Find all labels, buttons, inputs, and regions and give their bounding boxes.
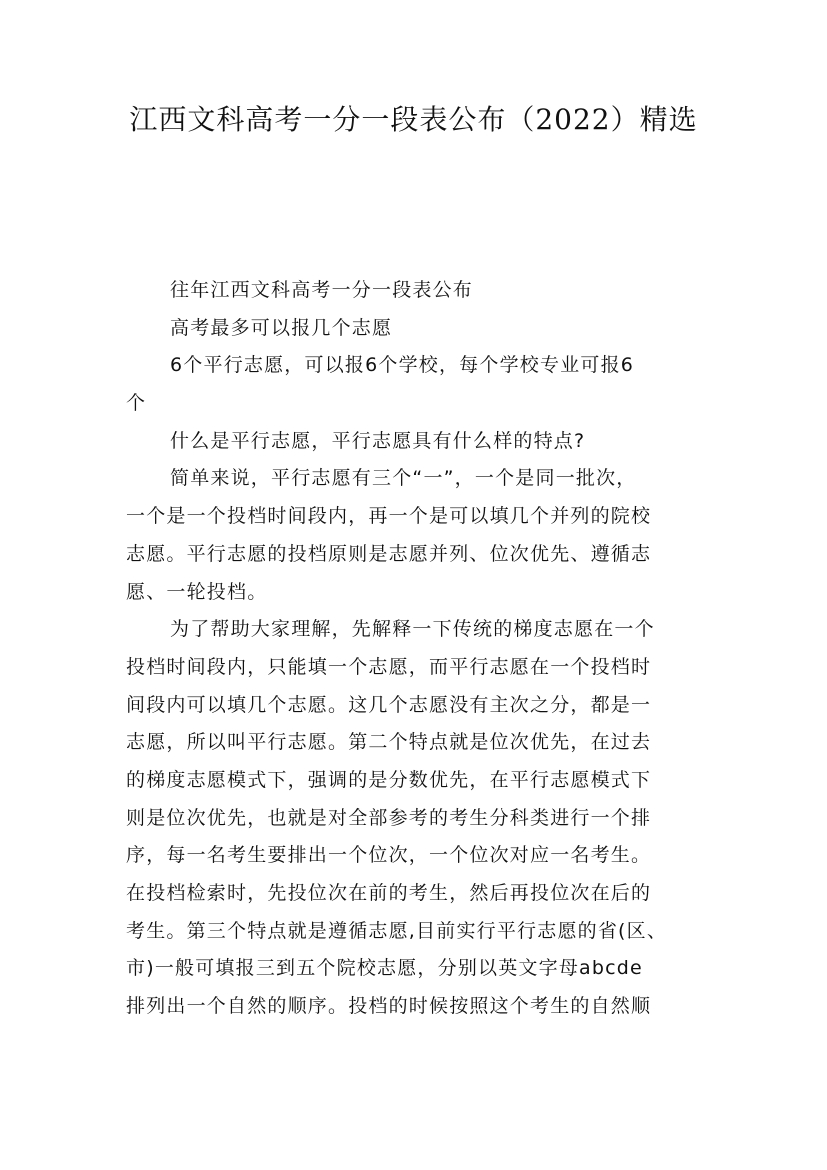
paragraph-line: 往年江西文科高考一分一段表公布 (170, 279, 474, 301)
paragraph-line: 序，每一名考生要排出一个位次，一个位次对应一名考生。 (126, 844, 652, 867)
paragraph-line: 在投档检索时，先投位次在前的考生，然后再投位次在后的 (126, 882, 652, 904)
document-title: 江西文科高考一分一段表公布（2022）精选 (129, 103, 698, 136)
paragraph-line: 愿、一轮投档。 (126, 580, 268, 603)
paragraph-line: 则是位次优先，也就是对全部参考的考生分科类进行一个排 (126, 806, 652, 829)
paragraph-line: 市)一般可填报三到五个院校志愿，分别以英文字母abcde (126, 957, 643, 980)
paragraph-line: 考生。第三个特点就是遵循志愿,目前实行平行志愿的省(区、 (126, 919, 668, 942)
paragraph-line: 投档时间段内，只能填一个志愿，而平行志愿在一个投档时 (126, 655, 652, 678)
paragraph-line: 简单来说，平行志愿有三个“一”，一个是同一批次， (170, 467, 637, 490)
paragraph-line: 一个是一个投档时间段内，再一个是可以填几个并列的院校 (126, 505, 652, 528)
paragraph-line: 个 (126, 392, 147, 415)
document-body (126, 272, 711, 1026)
paragraph-line: 的梯度志愿模式下，强调的是分数优先，在平行志愿模式下 (126, 768, 652, 791)
paragraph-line: 高考最多可以报几个志愿 (170, 316, 393, 339)
paragraph-line: 为了帮助大家理解，先解释一下传统的梯度志愿在一个 (170, 618, 655, 641)
paragraph-line: 什么是平行志愿，平行志愿具有什么样的特点? (170, 429, 586, 452)
paragraph-line: 排列出一个自然的顺序。投档的时候按照这个考生的自然顺 (126, 995, 652, 1018)
paragraph-line: 志愿。平行志愿的投档原则是志愿并列、位次优先、遵循志 (126, 542, 652, 565)
paragraph-line: 6个平行志愿，可以报6个学校，每个学校专业可报6 (170, 354, 635, 377)
paragraph-line: 志愿，所以叫平行志愿。第二个特点就是位次优先，在过去 (126, 731, 652, 754)
paragraph-line: 间段内可以填几个志愿。这几个志愿没有主次之分，都是一 (126, 693, 652, 716)
